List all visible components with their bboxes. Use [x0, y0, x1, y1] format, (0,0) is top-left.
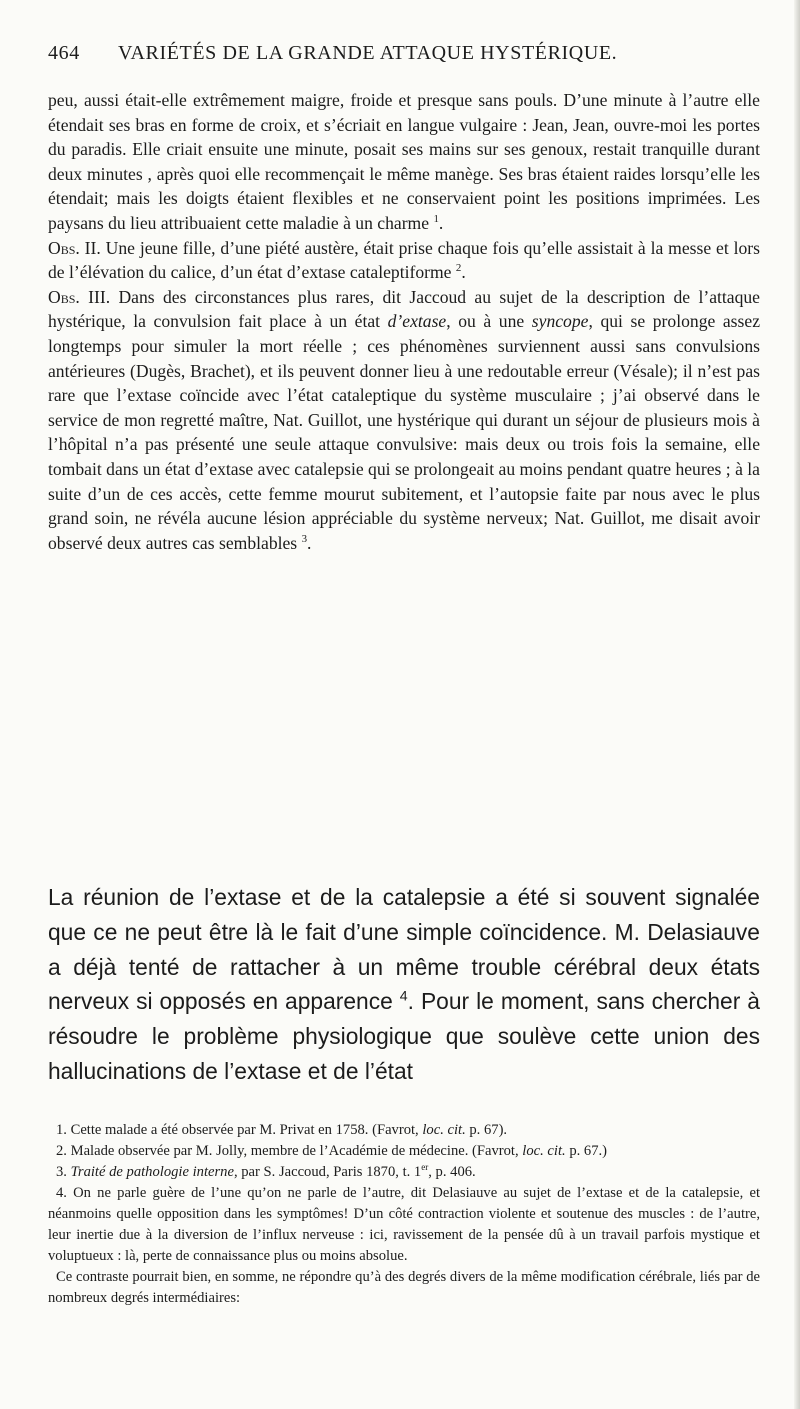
- text-run: , par S. Jaccoud, Paris 1870, t. 1: [233, 1164, 422, 1180]
- text-run: , p. 406.: [428, 1164, 476, 1180]
- footnotes: [48, 1120, 760, 1309]
- running-title: VARIÉTÉS DE LA GRANDE ATTAQUE HYSTÉRIQUE.: [118, 42, 618, 64]
- text-run: d’extase: [387, 311, 447, 332]
- paragraph: [48, 285, 760, 556]
- page-edge: [794, 0, 800, 1409]
- footnote-ref: 1: [433, 213, 439, 226]
- text-run: 4. On ne parle guère de l’une qu’on ne parle de l’autre, dit Delasiauve au sujet de l’extase et de la catalepsie, et néanmoins quelle opposition dans les symptômes! D’un côté contraction violente et soutenue des muscles : de l’autre, leur inertie due à la diversion de l’influx nerveuse : ici, ravissement de la pensée dû à un travail parfois mystique et voluptueux : là, perte de connaissance plus ou moins absolue.: [48, 1185, 760, 1264]
- text-run: .: [307, 532, 312, 553]
- footnote-ref: 2: [455, 262, 462, 275]
- footnote: [48, 1120, 760, 1141]
- text-run: syncope: [531, 311, 589, 332]
- text-run: loc. cit.: [422, 1122, 466, 1138]
- paragraph: [48, 236, 760, 285]
- text-run: Obs: [48, 286, 76, 307]
- footnote-ref: er: [421, 1162, 429, 1173]
- text-run: . III. Dans des circonstances plus rares, dit Jaccoud au sujet de la description de l’attaque hystérique, la convulsion fait place à un état: [48, 286, 760, 332]
- running-header: [48, 42, 760, 65]
- footnote: [48, 1267, 760, 1309]
- text-run: . Pour le moment, sans chercher à résoudre le problème physiologique que soulève cette union des hallucinations de l’extase et de l’état: [48, 988, 760, 1084]
- footnote-ref: 3: [301, 532, 308, 545]
- text-run: loc. cit.: [522, 1143, 566, 1159]
- main-text: [48, 880, 760, 1089]
- footnote: [48, 1183, 760, 1267]
- text-run: .: [461, 262, 466, 283]
- text-run: peu, aussi était-elle extrêmement maigre, froide et presque sans pouls. D’une minute à l’autre elle étendait ses bras en forme de croix, et s’écriait en langue vulgaire : Jean, Jean, ouvre-moi les portes du paradis. Elle criait ensuite une minute, posait ses mains sur ses genoux, restait tranquille durant deux minutes , après quoi elle recommençait le même manège. Ses bras étaient raides lorsqu’elle les étendait; mais les doigts étaient flexibles et ne conservaient point les positions imprimées. Les paysans du lieu attribuaient cette maladie à un charme: [48, 90, 760, 233]
- text-run: Obs: [48, 237, 76, 258]
- text-run: 1. Cette malade a été observée par M. Privat en 1758. (Favrot,: [56, 1122, 423, 1138]
- text-run: . II. Une jeune fille, d’une piété austère, était prise chaque fois qu’elle assistait à la messe et lors de l’élévation du calice, d’un état d’extase cataleptiforme: [48, 237, 760, 283]
- text-run: .: [438, 212, 444, 233]
- text-run: p. 67.): [565, 1143, 608, 1159]
- footnote-ref: 4: [399, 987, 408, 1004]
- text-run: , qui se prolonge assez longtemps pour simuler la mort réelle ; ces phénomènes surviennent aussi sans convulsions antérieures (Dugès, Brachet), et ils peuvent donner lieu à une redoutable erreur (Vésale); il n’est pas rare que l’extase coïncide avec l’état cataleptique du système musculaire ; j’ai observé dans le service de mon regretté maître, Nat. Guillot, une hystérique qui durant un séjour de plusieurs mois à l’hôpital n’a pas présenté une seule attaque convulsive: mais deux ou trois fois la semaine, elle tombait dans un état d’extase avec catalepsie qui se prolongeait au moins pendant quatre heures ; à la suite d’un de ces accès, cette femme mourut subitement, et l’autopsie faite par nous avec le plus grand soin, ne révéla aucune lésion appréciable du système nerveux; Nat. Guillot, me disait avoir observé deux autres cas semblables: [48, 311, 760, 553]
- text-run: La réunion de l’extase et de la catalepsie a été si souvent signalée que ce ne peut être là le fait d’une simple coïncidence. M. Delasiauve a déjà tenté de rattacher à un même trouble cérébral deux états nerveux si opposés en apparence: [48, 884, 760, 1015]
- footnote: [48, 1162, 760, 1183]
- paragraph: [48, 880, 760, 1089]
- text-run: Ce contraste pourrait bien, en somme, ne répondre qu’à des degrés divers de la même modification cérébrale, liés par de nombreux degrés intermédiaires:: [48, 1269, 760, 1306]
- observations-text: [48, 88, 760, 555]
- footnote: [48, 1141, 760, 1162]
- text-run: , ou à une: [446, 311, 532, 332]
- paragraph: [48, 88, 760, 236]
- page-number: 464: [48, 42, 80, 64]
- text-run: 2. Malade observée par M. Jolly, membre de l’Académie de médecine. (Favrot,: [56, 1143, 523, 1159]
- text-run: 3.: [56, 1164, 71, 1180]
- text-run: p. 67).: [465, 1122, 508, 1138]
- text-run: Traité de pathologie interne: [70, 1164, 234, 1180]
